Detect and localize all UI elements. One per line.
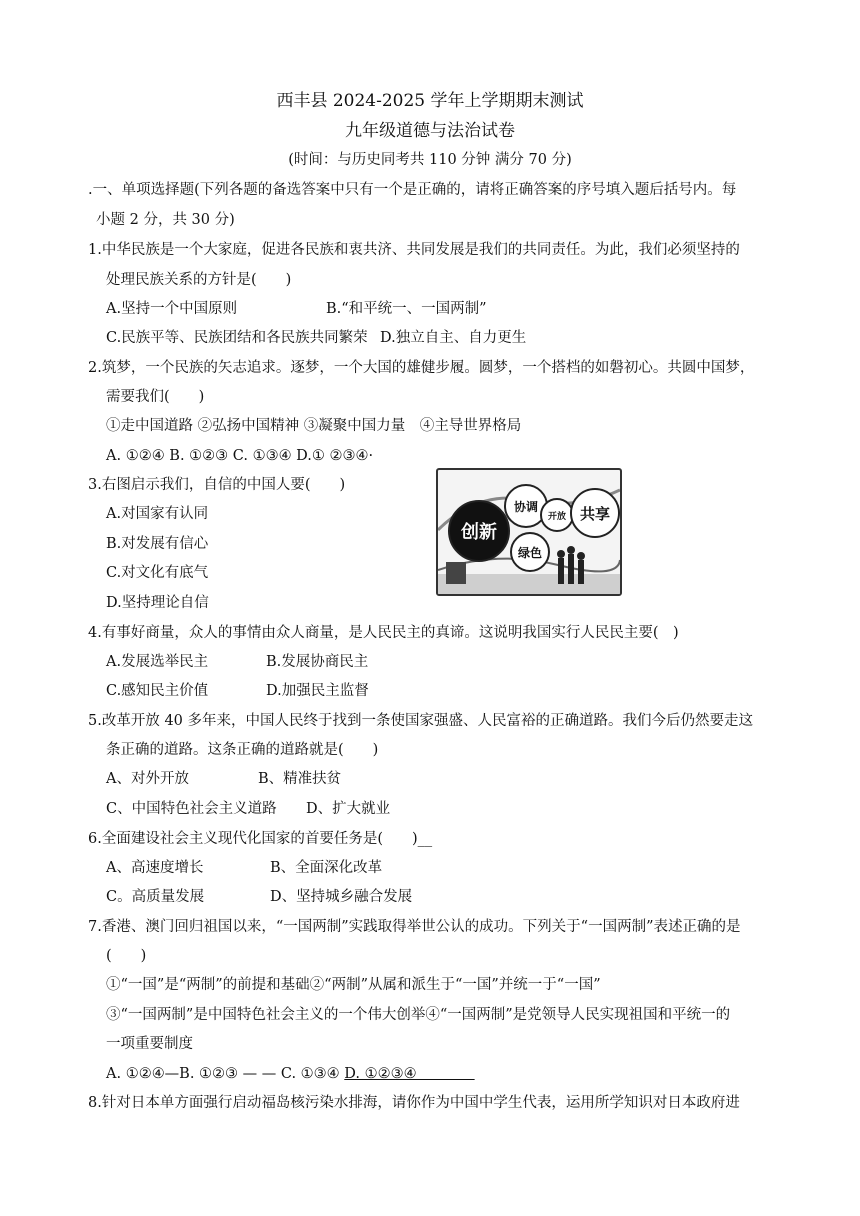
q3-option-a: A.对国家有认同 (106, 506, 209, 522)
q8-stem: 8.针对日本单方面强行启动福岛核污染水排海，请你作为中国中学生代表，运用所学知识对日本政府进 (88, 1095, 740, 1111)
q5-stem: 5.改革开放 40 多年来，中国人民终于找到一条使国家强盛、人民富裕的正确道路。我们今后仍然要走这 (88, 713, 753, 729)
q2-stem-cont: 需要我们( ) (106, 389, 205, 405)
q4-option-a: A.发展选举民主 (106, 654, 209, 670)
bubble-openness: 开放 (540, 498, 574, 532)
bubble-sharing: 共享 (570, 488, 620, 538)
q7-option-d: D. ①②③④ (344, 1066, 475, 1082)
q2-options: A. ①②④ B. ①②③ C. ①③④ D.① ②③④· (106, 448, 374, 464)
q7-options-abc: A. ①②④—B. ①②③ — — C. ①③④ (106, 1066, 345, 1082)
bubble-innovation: 创新 (448, 500, 510, 562)
q5-option-a: A、对外开放 (106, 771, 189, 787)
q3-figure (436, 468, 622, 596)
q3-stem: 3.右图启示我们，自信的中国人要( ) (88, 477, 346, 493)
q1-option-b: B.“和平统一、一国两制” (326, 301, 487, 317)
q6-stem-tail: __ (417, 831, 433, 847)
q4-option-d: D.加强民主监督 (266, 683, 369, 699)
q7-items-2: ③“一国两制”是中国特色社会主义的一个伟大创举④“一国两制”是党领导人民实现祖国和平统一的 (106, 1007, 731, 1023)
q3-option-c: C.对文化有底气 (106, 565, 209, 581)
q2-stem: 2.筑梦，一个民族的矢志追求。逐梦，一个大国的雄健步履。圆梦，一个搭档的如磐初心。共圆中国梦， (88, 360, 755, 376)
q6-option-c: C。高质量发展 (106, 889, 205, 905)
q3-option-d: D.坚持理论自信 (106, 595, 209, 611)
q1-stem: 1.中华民族是一个大家庭，促进各民族和衷共济、共同发展是我们的共同责任。为此，我们必须坚持的 (88, 242, 740, 258)
q6-option-d: D、坚持城乡融合发展 (270, 889, 413, 905)
q2-items: ①走中国道路 ②弘扬中国精神 ③凝聚中国力量 ④主导世界格局 (106, 418, 522, 434)
exam-info: (时间：与历史同考共 110 分钟 满分 70 分) (288, 152, 572, 168)
section-heading-cont: 小题 2 分，共 30 分) (96, 212, 235, 228)
q7-items-1: ①“一国”是“两制”的前提和基础②“两制”从属和派生于“一国”并统一于“一国” (106, 977, 601, 993)
q5-stem-cont: 条正确的道路。这条正确的道路就是( ) (106, 742, 379, 758)
q5-option-b: B、精准扶贫 (258, 771, 342, 787)
q1-stem-cont: 处理民族关系的方针是( ) (106, 272, 292, 288)
q6-stem-text: 6.全面建设社会主义现代化国家的首要任务是( ) (88, 831, 418, 847)
q4-option-c: C.感知民主价值 (106, 683, 209, 699)
q6-option-a: A、高速度增长 (106, 860, 204, 876)
q5-option-c: C、中国特色社会主义道路 (106, 801, 277, 817)
q4-option-b: B.发展协商民主 (266, 654, 369, 670)
q6-option-b: B、全面深化改革 (270, 860, 383, 876)
q4-stem: 4.有事好商量，众人的事情由众人商量，是人民民主的真谛。这说明我国实行人民民主要( ) (88, 625, 679, 641)
q6-stem (88, 832, 432, 847)
bubble-coordination: 协调 (504, 484, 548, 528)
q1-option-c: C.民族平等、民族团结和各民族共同繁荣 (106, 330, 368, 346)
q5-option-d: D、扩大就业 (306, 801, 391, 817)
exam-title: 西丰县 2024-2025 学年上学期期末测试 (276, 91, 584, 111)
q7-items-3: 一项重要制度 (106, 1036, 193, 1052)
q7-stem-cont: ( ) (106, 948, 147, 964)
q1-option-a: A.坚持一个中国原则 (106, 301, 238, 317)
q7-stem: 7.香港、澳门回归祖国以来，“一国两制”实践取得举世公认的成功。下列关于“一国两制”表述正确的是 (88, 919, 741, 935)
q3-option-b: B.对发展有信心 (106, 536, 209, 552)
exam-subtitle: 九年级道德与法治试卷 (345, 121, 515, 141)
section-heading: .一、单项选择题(下列各题的备选答案中只有一个是正确的，请将正确答案的序号填入题后括号内。每 (88, 182, 737, 198)
q7-options (106, 1067, 475, 1082)
q1-option-d: D.独立自主、自力更生 (380, 330, 527, 346)
bubble-green: 绿色 (510, 532, 550, 572)
